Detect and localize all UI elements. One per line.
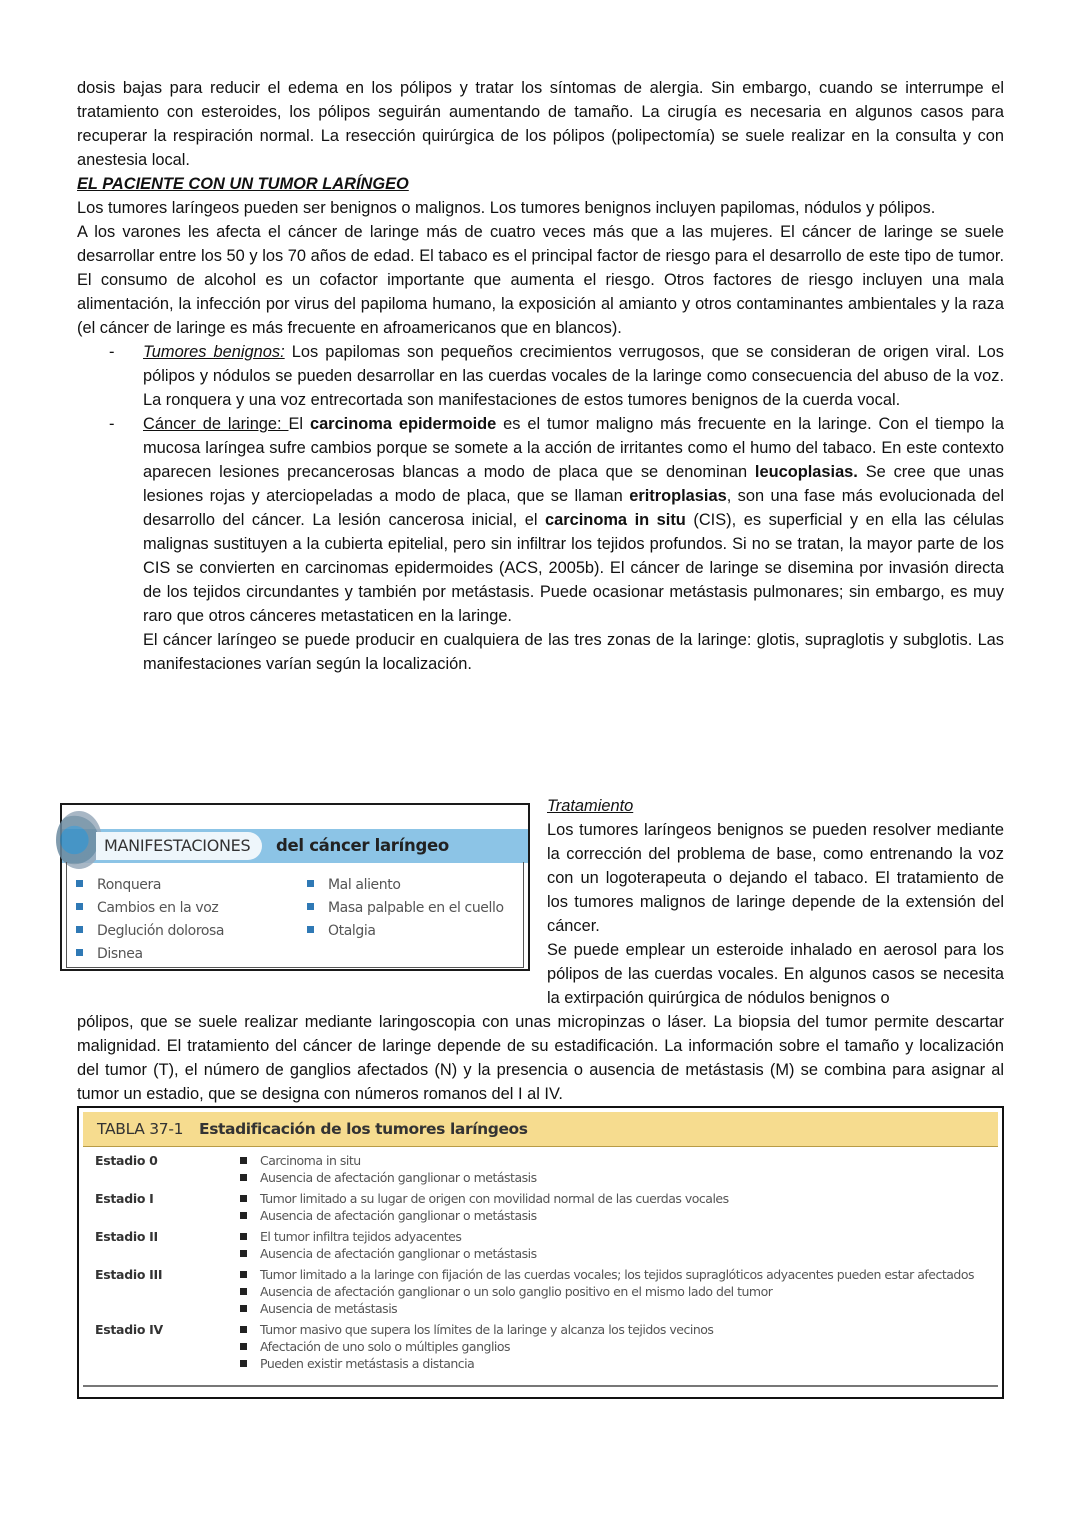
- stage-item: [240, 1245, 995, 1262]
- stage-label: Estadio III: [95, 1267, 163, 1282]
- square-bullet-icon: [240, 1305, 247, 1312]
- dash-marker: -: [109, 415, 115, 433]
- box-subtitle: del cáncer laríngeo: [276, 836, 449, 855]
- square-bullet-icon: [240, 1157, 247, 1164]
- cancer-text-1: El: [288, 415, 310, 433]
- table-row: [95, 1152, 995, 1186]
- table-row: [95, 1228, 995, 1262]
- stage-item: [240, 1321, 995, 1338]
- stage-label: Estadio II: [95, 1229, 158, 1244]
- square-bullet-icon: [76, 880, 83, 887]
- stage-item: [240, 1338, 995, 1355]
- square-bullet-icon: [240, 1326, 247, 1333]
- item-text: Ausencia de afectación ganglionar o metástasis: [260, 1208, 537, 1223]
- symptom-list-right: [307, 874, 504, 943]
- symptom-text: Cambios en la voz: [97, 900, 219, 916]
- cancer-text-2: es el tumor maligno más frecuente en la laringe. Con el tiempo la mucosa laríngea sufre cambios porque se somete a la acción de irritantes como el humo del tabaco. En este contexto aparecen lesiones precancerosas blancas a modo de placa que se denominan: [143, 415, 1004, 481]
- list-item: [307, 897, 504, 920]
- square-bullet-icon: [307, 903, 314, 910]
- box-label: MANIFESTACIONES: [96, 832, 262, 860]
- square-bullet-icon: [240, 1360, 247, 1367]
- symptom-text: Ronquera: [97, 877, 162, 893]
- table-row: [95, 1321, 995, 1372]
- table-row: [95, 1190, 995, 1224]
- square-bullet-icon: [240, 1343, 247, 1350]
- benign-label: Tumores benignos:: [143, 343, 285, 361]
- item-text: Ausencia de afectación ganglionar o un solo ganglio positivo en el mismo lado del tumor: [260, 1284, 773, 1299]
- tratamiento-heading: Tratamiento: [547, 797, 634, 815]
- square-bullet-icon: [240, 1288, 247, 1295]
- stage-item: [240, 1152, 995, 1169]
- stage-item: [240, 1300, 995, 1317]
- symptom-text: Disnea: [97, 946, 143, 962]
- stage-item: [240, 1207, 995, 1224]
- tratamiento-paragraph-2: Se puede emplear un esteroide inhalado en aerosol para los pólipos de las cuerdas vocales. En algunos casos se necesita la extirpación quirúrgica de nódulos benignos o: [547, 941, 1004, 1007]
- intro-paragraph: dosis bajas para reducir el edema en los pólipos y tratar los síntomas de alergia. Sin embargo, cuando se interrumpe el tratamiento con esteroides, los pólipos seguirán aumentando de tamaño. La cirugía es necesaria en algunos casos para recuperar la respiración normal. La resección quirúrgica de los pólipos (polipectomía) se suele realizar en la consulta y con anestesia local.: [77, 79, 1004, 169]
- table-number: TABLA 37-1: [97, 1120, 184, 1138]
- stage-item: [240, 1355, 995, 1372]
- square-bullet-icon: [307, 880, 314, 887]
- item-text: Afectación de uno solo o múltiples ganglios: [260, 1339, 511, 1354]
- stage-item: [240, 1266, 995, 1283]
- staging-table: [77, 1106, 1004, 1399]
- tratamiento-paragraph-2-cont: pólipos, que se suele realizar mediante laringoscopia con unas micropinzas o láser. La biopsia del tumor permite descartar malignidad. El tratamiento del cáncer de laringe depende de su estadificación. La información sobre el tamaño y localización del tumor (T), el número de ganglios afectados (N) y la presencia o ausencia de metástasis (M) se combina para asignar al tumor un estadio, que se designa con números romanos del I al IV.: [77, 1013, 1004, 1103]
- symptom-text: Deglución dolorosa: [97, 923, 225, 939]
- stage-label: Estadio I: [95, 1191, 154, 1206]
- square-bullet-icon: [240, 1174, 247, 1181]
- cancer-text-5: (CIS), es superficial y en ella las células malignas sustituyen a la cubierta epitelial, pero sin infiltrar los tejidos profundos. Si no se tratan, la mayor parte de los CIS se convierten en carcinomas epidermoides (ACS, 2005b). El cáncer de laringe se disemina por invasión directa de los tejidos circundantes y también por metástasis. Puede ocasionar metástasis pulmonares; sin embargo, es muy raro que otros cánceres metastaticen en la laringe.: [143, 511, 1004, 625]
- square-bullet-icon: [240, 1233, 247, 1240]
- stage-label: Estadio IV: [95, 1322, 163, 1337]
- tratamiento-section: [547, 794, 1004, 1010]
- square-bullet-icon: [76, 903, 83, 910]
- list-item: [307, 874, 504, 897]
- paragraph-risk-factors: A los varones les afecta el cáncer de laringe más de cuatro veces más que a las mujeres. El cáncer de laringe se suele desarrollar entre los 50 y los 70 años de edad. El tabaco es el principal factor de riesgo para el desarrollo de este tipo de tumor. El consumo de alcohol es un cofactor importante que aumenta el riesgo. Otros factores de riesgo incluyen una mala alimentación, la infección por virus del papiloma humano, la exposición al amianto y otros contaminantes ambientales y la raza (el cáncer de laringe es más frecuente en afroamericanos que en blancos).: [77, 223, 1004, 337]
- paragraph-zones: El cáncer laríngeo se puede producir en cualquiera de las tres zonas de la laringe: glotis, supraglotis y subglotis. Las manifestaciones varían según la localización.: [143, 631, 1004, 673]
- table-row: [95, 1266, 995, 1317]
- symptom-text: Mal aliento: [328, 877, 401, 893]
- square-bullet-icon: [240, 1212, 247, 1219]
- document-body: [77, 76, 1004, 676]
- tratamiento-paragraph-1: Los tumores laríngeos benignos se pueden resolver mediante la corrección del problema de base, como entrenando la voz con un logoterapeuta o dejando el tabaco. El tratamiento de los tumores malignos de laringe depende de la extensión del cáncer.: [547, 821, 1004, 935]
- stage-label: Estadio 0: [95, 1153, 158, 1168]
- square-bullet-icon: [307, 926, 314, 933]
- benign-text: Los papilomas son pequeños crecimientos verrugosos, que se consideran de origen viral. Los pólipos y nódulos se pueden desarrollar en las cuerdas vocales de la laringe como consecuencia del abuso de la voz. La ronquera y una voz entrecortada son manifestaciones de estos tumores benignos de la cuerda vocal.: [143, 343, 1004, 409]
- item-text: Tumor limitado a la laringe con fijación de las cuerdas vocales; los tejidos supraglóticos adyacentes pueden estar afectados: [260, 1267, 975, 1282]
- item-text: El tumor infiltra tejidos adyacentes: [260, 1229, 462, 1244]
- term-carcinoma-in-situ: carcinoma in situ: [545, 511, 686, 529]
- term-carcinoma-epidermoide: carcinoma epidermoide: [309, 415, 497, 433]
- square-bullet-icon: [240, 1271, 247, 1278]
- table-title: Estadificación de los tumores laríngeos: [199, 1120, 528, 1138]
- dash-marker: -: [109, 343, 115, 361]
- cancer-text-4: , son una fase más evolucionada del desarrollo del cáncer. La lesión cancerosa inicial, el: [143, 487, 1004, 529]
- symptom-text: Otalgia: [328, 923, 376, 939]
- term-eritroplasias: eritroplasias: [629, 487, 727, 505]
- list-item: [76, 874, 224, 897]
- square-bullet-icon: [76, 926, 83, 933]
- bullet-laryngeal-cancer: [77, 412, 1004, 628]
- square-bullet-icon: [240, 1195, 247, 1202]
- list-item: [76, 943, 224, 966]
- item-text: Pueden existir metástasis a distancia: [260, 1356, 475, 1371]
- item-text: Ausencia de afectación ganglionar o metástasis: [260, 1246, 537, 1261]
- table-footer-rule: [83, 1385, 998, 1387]
- square-bullet-icon: [240, 1250, 247, 1257]
- symptom-text: Masa palpable en el cuello: [328, 900, 504, 916]
- item-text: Carcinoma in situ: [260, 1153, 361, 1168]
- manifestaciones-box: [60, 803, 530, 971]
- cancer-text-3: Se cree que unas lesiones rojas y aterciopeladas a modo de placa, que se llaman: [143, 463, 1004, 505]
- section-heading: EL PACIENTE CON UN TUMOR LARÍNGEO: [77, 175, 409, 193]
- list-item: [76, 920, 224, 943]
- item-text: Tumor masivo que supera los límites de la laringe y alcanza los tejidos vecinos: [260, 1322, 714, 1337]
- item-text: Ausencia de afectación ganglionar o metástasis: [260, 1170, 537, 1185]
- item-text: Ausencia de metástasis: [260, 1301, 398, 1316]
- list-item: [76, 897, 224, 920]
- stage-item: [240, 1228, 995, 1245]
- table-rows: [95, 1152, 995, 1376]
- square-bullet-icon: [76, 949, 83, 956]
- stage-item: [240, 1283, 995, 1300]
- list-item: [307, 920, 504, 943]
- paragraph-types: Los tumores laríngeos pueden ser benignos o malignos. Los tumores benignos incluyen papilomas, nódulos y pólipos.: [77, 199, 936, 217]
- table-header: [83, 1112, 998, 1147]
- item-text: Tumor limitado a su lugar de origen con movilidad normal de las cuerdas vocales: [260, 1191, 729, 1206]
- stage-item: [240, 1169, 995, 1186]
- symptom-list-left: [76, 874, 224, 966]
- bullet-benign-tumors: [77, 340, 1004, 412]
- cancer-label: Cáncer de laringe:: [143, 415, 289, 433]
- stage-item: [240, 1190, 995, 1207]
- term-leucoplasias: leucoplasias.: [754, 463, 858, 481]
